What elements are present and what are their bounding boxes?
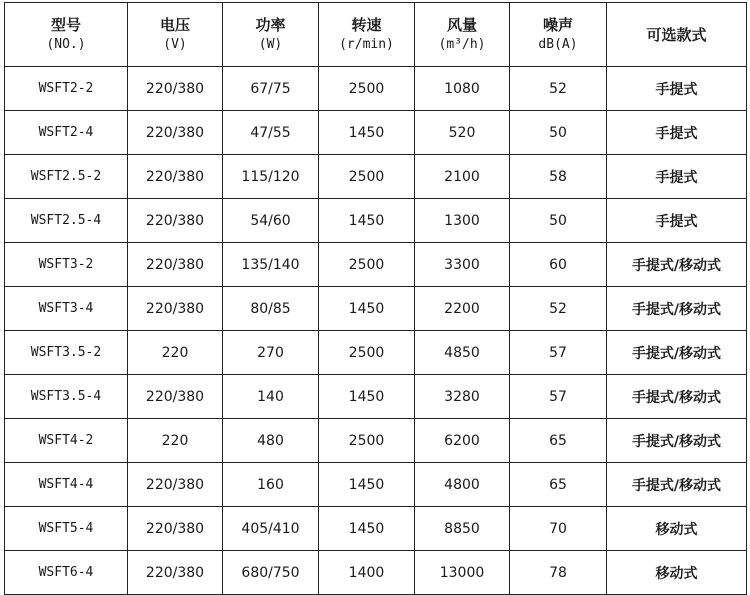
table-row xyxy=(5,155,747,199)
table-body xyxy=(5,67,747,595)
airflow-cell: 4850 xyxy=(415,331,510,375)
voltage-cell: 220/380 xyxy=(128,111,223,155)
power-cell: 680/750 xyxy=(223,551,319,595)
power-cell: 54/60 xyxy=(223,199,319,243)
table-row xyxy=(5,331,747,375)
power-cell: 270 xyxy=(223,331,319,375)
style-cell: 手提式/移动式 xyxy=(607,463,747,507)
table-row xyxy=(5,199,747,243)
style-cell: 手提式/移动式 xyxy=(607,419,747,463)
power-cell: 140 xyxy=(223,375,319,419)
speed-cell: 1450 xyxy=(319,463,415,507)
power-cell: 115/120 xyxy=(223,155,319,199)
style-cell: 手提式 xyxy=(607,67,747,111)
power-cell: 135/140 xyxy=(223,243,319,287)
voltage-cell: 220/380 xyxy=(128,463,223,507)
style-cell: 移动式 xyxy=(607,507,747,551)
airflow-cell: 13000 xyxy=(415,551,510,595)
airflow-cell: 8850 xyxy=(415,507,510,551)
speed-cell: 2500 xyxy=(319,331,415,375)
style-cell: 手提式 xyxy=(607,199,747,243)
speed-cell: 2500 xyxy=(319,243,415,287)
speed-cell: 1450 xyxy=(319,375,415,419)
noise-cell: 50 xyxy=(510,111,607,155)
model-cell: WSFT3.5-2 xyxy=(5,331,128,375)
noise-cell: 52 xyxy=(510,67,607,111)
speed-cell: 1450 xyxy=(319,199,415,243)
style-cell: 手提式 xyxy=(607,155,747,199)
voltage-cell: 220/380 xyxy=(128,67,223,111)
style-cell: 移动式 xyxy=(607,551,747,595)
voltage-cell: 220/380 xyxy=(128,507,223,551)
airflow-cell: 3280 xyxy=(415,375,510,419)
table-row xyxy=(5,111,747,155)
voltage-cell: 220/380 xyxy=(128,287,223,331)
speed-cell: 2500 xyxy=(319,419,415,463)
header-power: 功率 (W) xyxy=(223,3,319,67)
power-cell: 480 xyxy=(223,419,319,463)
table-row xyxy=(5,243,747,287)
power-cell: 405/410 xyxy=(223,507,319,551)
style-cell: 手提式 xyxy=(607,111,747,155)
power-cell: 80/85 xyxy=(223,287,319,331)
noise-cell: 60 xyxy=(510,243,607,287)
noise-cell: 52 xyxy=(510,287,607,331)
noise-cell: 65 xyxy=(510,419,607,463)
noise-cell: 57 xyxy=(510,331,607,375)
airflow-cell: 1300 xyxy=(415,199,510,243)
voltage-cell: 220 xyxy=(128,331,223,375)
noise-cell: 78 xyxy=(510,551,607,595)
style-cell: 手提式/移动式 xyxy=(607,375,747,419)
table-row xyxy=(5,287,747,331)
airflow-cell: 3300 xyxy=(415,243,510,287)
voltage-cell: 220/380 xyxy=(128,243,223,287)
speed-cell: 2500 xyxy=(319,67,415,111)
airflow-cell: 2100 xyxy=(415,155,510,199)
header-model: 型号 (NO.) xyxy=(5,3,128,67)
speed-cell: 2500 xyxy=(319,155,415,199)
model-cell: WSFT2-2 xyxy=(5,67,128,111)
speed-cell: 1450 xyxy=(319,287,415,331)
airflow-cell: 520 xyxy=(415,111,510,155)
speed-cell: 1450 xyxy=(319,111,415,155)
model-cell: WSFT5-4 xyxy=(5,507,128,551)
header-voltage: 电压 (V) xyxy=(128,3,223,67)
style-cell: 手提式/移动式 xyxy=(607,331,747,375)
model-cell: WSFT3-4 xyxy=(5,287,128,331)
noise-cell: 70 xyxy=(510,507,607,551)
airflow-cell: 2200 xyxy=(415,287,510,331)
model-cell: WSFT6-4 xyxy=(5,551,128,595)
header-airflow: 风量 (m³/h) xyxy=(415,3,510,67)
airflow-cell: 1080 xyxy=(415,67,510,111)
table-header-row xyxy=(5,3,747,67)
header-speed: 转速 (r/min) xyxy=(319,3,415,67)
model-cell: WSFT2.5-4 xyxy=(5,199,128,243)
power-cell: 67/75 xyxy=(223,67,319,111)
table-row xyxy=(5,375,747,419)
noise-cell: 58 xyxy=(510,155,607,199)
table-row xyxy=(5,507,747,551)
table-row xyxy=(5,67,747,111)
voltage-cell: 220/380 xyxy=(128,375,223,419)
speed-cell: 1450 xyxy=(319,507,415,551)
noise-cell: 65 xyxy=(510,463,607,507)
power-cell: 160 xyxy=(223,463,319,507)
model-cell: WSFT4-4 xyxy=(5,463,128,507)
voltage-cell: 220 xyxy=(128,419,223,463)
voltage-cell: 220/380 xyxy=(128,551,223,595)
table-row xyxy=(5,463,747,507)
style-cell: 手提式/移动式 xyxy=(607,243,747,287)
model-cell: WSFT3-2 xyxy=(5,243,128,287)
airflow-cell: 4800 xyxy=(415,463,510,507)
voltage-cell: 220/380 xyxy=(128,155,223,199)
speed-cell: 1400 xyxy=(319,551,415,595)
noise-cell: 57 xyxy=(510,375,607,419)
noise-cell: 50 xyxy=(510,199,607,243)
fan-spec-table xyxy=(4,2,747,595)
header-style: 可选款式 xyxy=(607,3,747,67)
model-cell: WSFT3.5-4 xyxy=(5,375,128,419)
model-cell: WSFT2-4 xyxy=(5,111,128,155)
power-cell: 47/55 xyxy=(223,111,319,155)
model-cell: WSFT4-2 xyxy=(5,419,128,463)
header-noise: 噪声 dB(A) xyxy=(510,3,607,67)
voltage-cell: 220/380 xyxy=(128,199,223,243)
airflow-cell: 6200 xyxy=(415,419,510,463)
table-row xyxy=(5,419,747,463)
model-cell: WSFT2.5-2 xyxy=(5,155,128,199)
style-cell: 手提式/移动式 xyxy=(607,287,747,331)
